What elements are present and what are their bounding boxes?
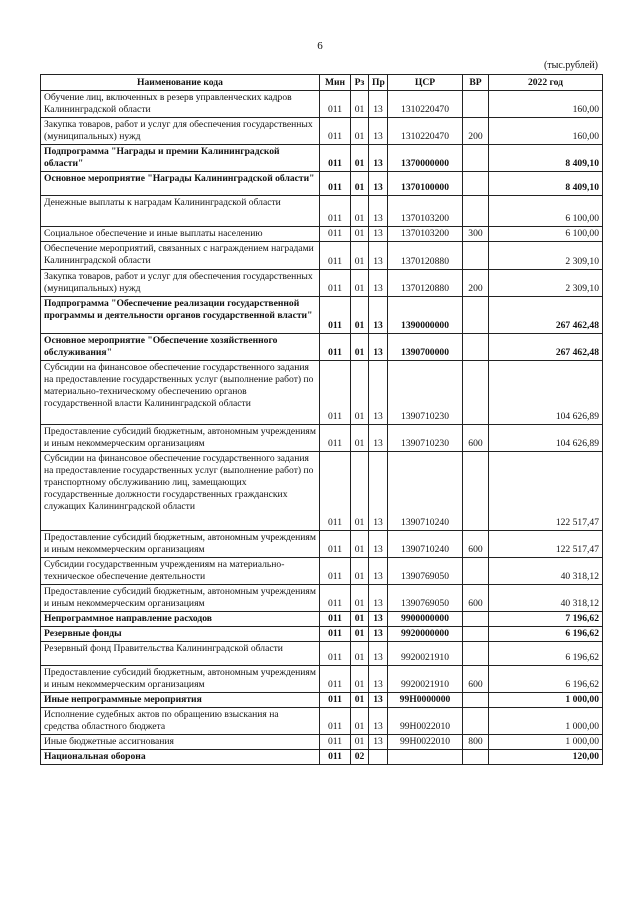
cell-min: 011 [320,361,351,425]
cell-amount: 8 409,10 [489,172,603,196]
column-header-rz: Рз [351,75,369,91]
cell-rz: 01 [351,196,369,227]
cell-rz: 01 [351,531,369,558]
cell-rz: 01 [351,452,369,531]
cell-min: 011 [320,118,351,145]
cell-csr: 9920021910 [388,642,463,666]
cell-name: Субсидии на финансовое обеспечение государственного задания на предоставление государственных услуг (выполнение работ) по транспортному обслуживанию лиц, замещающих государственные должности государственных гражданских служащих Калининградской области [41,452,320,531]
column-header-csr: ЦСР [388,75,463,91]
units-label: (тыс.рублей) [543,60,598,71]
cell-csr: 99Н0000000 [388,693,463,708]
table-row [41,558,603,585]
cell-csr [388,750,463,765]
column-header-year: 2022 год [489,75,603,91]
cell-pr: 13 [369,642,388,666]
table-row [41,297,603,334]
cell-name: Предоставление субсидий бюджетным, автономным учреждениям и иным некоммерческим организациям [41,531,320,558]
cell-rz: 01 [351,242,369,270]
cell-pr: 13 [369,227,388,242]
cell-amount: 6 196,62 [489,627,603,642]
table-row [41,118,603,145]
cell-amount: 6 100,00 [489,196,603,227]
cell-name: Закупка товаров, работ и услуг для обеспечения государственных (муниципальных) нужд [41,118,320,145]
cell-pr: 13 [369,452,388,531]
cell-pr: 13 [369,172,388,196]
cell-name: Предоставление субсидий бюджетным, автономным учреждениям и иным некоммерческим организациям [41,425,320,452]
cell-amount: 1 000,00 [489,708,603,735]
cell-min: 011 [320,242,351,270]
cell-rz: 01 [351,666,369,693]
cell-vr [463,558,489,585]
cell-amount: 40 318,12 [489,558,603,585]
cell-csr: 1390710230 [388,425,463,452]
cell-min: 011 [320,750,351,765]
cell-rz: 01 [351,361,369,425]
cell-rz: 01 [351,270,369,297]
budget-table [40,74,603,765]
cell-pr: 13 [369,361,388,425]
cell-min: 011 [320,425,351,452]
cell-csr: 99Н0022010 [388,735,463,750]
cell-amount: 6 100,00 [489,227,603,242]
cell-min: 011 [320,627,351,642]
cell-min: 011 [320,334,351,361]
cell-vr: 600 [463,666,489,693]
cell-csr: 1390710240 [388,531,463,558]
table-row [41,145,603,172]
cell-pr [369,750,388,765]
cell-amount: 2 309,10 [489,270,603,297]
table-row [41,172,603,196]
cell-name: Предоставление субсидий бюджетным, автономным учреждениям и иным некоммерческим организациям [41,666,320,693]
cell-name: Предоставление субсидий бюджетным, автономным учреждениям и иным некоммерческим организациям [41,585,320,612]
cell-vr: 300 [463,227,489,242]
cell-amount: 8 409,10 [489,145,603,172]
cell-name: Обеспечение мероприятий, связанных с награждением наградами Калининградской области [41,242,320,270]
table-row [41,627,603,642]
table-row [41,196,603,227]
cell-vr [463,172,489,196]
cell-csr: 9920021910 [388,666,463,693]
cell-vr: 200 [463,270,489,297]
cell-amount: 1 000,00 [489,693,603,708]
column-header-vr: ВР [463,75,489,91]
table-row [41,242,603,270]
table-row [41,612,603,627]
cell-name: Субсидии государственным учреждениям на материально-техническое обеспечение деятельности [41,558,320,585]
cell-vr: 600 [463,531,489,558]
cell-rz: 01 [351,297,369,334]
cell-min: 011 [320,145,351,172]
cell-name: Резервный фонд Правительства Калининградской области [41,642,320,666]
cell-vr: 200 [463,118,489,145]
cell-rz: 01 [351,642,369,666]
cell-pr: 13 [369,145,388,172]
cell-csr: 1370120880 [388,242,463,270]
table-row [41,750,603,765]
cell-csr: 1310220470 [388,91,463,118]
cell-name: Иные непрограммные мероприятия [41,693,320,708]
cell-pr: 13 [369,735,388,750]
cell-rz: 02 [351,750,369,765]
cell-name: Денежные выплаты к наградам Калининградской области [41,196,320,227]
cell-rz: 01 [351,334,369,361]
cell-pr: 13 [369,693,388,708]
cell-amount: 7 196,62 [489,612,603,627]
cell-pr: 13 [369,270,388,297]
cell-name: Подпрограмма "Обеспечение реализации государственной программы и деятельности органов государственной власти" [41,297,320,334]
cell-name: Исполнение судебных актов по обращению взыскания на средства областного бюджета [41,708,320,735]
cell-csr: 1370100000 [388,172,463,196]
table-row [41,425,603,452]
cell-csr: 1370000000 [388,145,463,172]
cell-csr: 1390769050 [388,585,463,612]
cell-name: Непрограммное направление расходов [41,612,320,627]
table-row [41,361,603,425]
cell-vr [463,750,489,765]
cell-amount: 1 000,00 [489,735,603,750]
cell-pr: 13 [369,531,388,558]
cell-name: Обучение лиц, включенных в резерв управленческих кадров Калининградской области [41,91,320,118]
table-row [41,334,603,361]
cell-rz: 01 [351,145,369,172]
cell-pr: 13 [369,627,388,642]
cell-pr: 13 [369,425,388,452]
cell-amount: 104 626,89 [489,425,603,452]
cell-min: 011 [320,666,351,693]
cell-amount: 160,00 [489,91,603,118]
cell-amount: 6 196,62 [489,642,603,666]
cell-name: Национальная оборона [41,750,320,765]
table-row [41,227,603,242]
cell-vr [463,91,489,118]
cell-csr: 1370103200 [388,196,463,227]
cell-rz: 01 [351,585,369,612]
cell-min: 011 [320,585,351,612]
cell-csr: 1370120880 [388,270,463,297]
cell-amount: 267 462,48 [489,297,603,334]
cell-vr [463,642,489,666]
cell-pr: 13 [369,334,388,361]
cell-name: Закупка товаров, работ и услуг для обеспечения государственных (муниципальных) нужд [41,270,320,297]
cell-vr [463,452,489,531]
cell-amount: 122 517,47 [489,531,603,558]
cell-vr [463,361,489,425]
table-row [41,91,603,118]
cell-csr: 99Н0022010 [388,708,463,735]
cell-rz: 01 [351,612,369,627]
cell-vr [463,612,489,627]
table-row [41,666,603,693]
cell-pr: 13 [369,612,388,627]
cell-vr [463,708,489,735]
table-row [41,708,603,735]
cell-min: 011 [320,531,351,558]
cell-amount: 160,00 [489,118,603,145]
cell-rz: 01 [351,558,369,585]
cell-vr [463,297,489,334]
cell-name: Подпрограмма "Награды и премии Калининградской области" [41,145,320,172]
cell-min: 011 [320,693,351,708]
cell-vr [463,693,489,708]
cell-pr: 13 [369,585,388,612]
table-row [41,642,603,666]
cell-name: Субсидии на финансовое обеспечение государственного задания на предоставление государственных услуг (выполнение работ) по материально-техническому обеспечению органов государственной власти Калининградской области [41,361,320,425]
cell-csr: 1390000000 [388,297,463,334]
cell-min: 011 [320,558,351,585]
cell-csr: 1390700000 [388,334,463,361]
cell-vr [463,145,489,172]
table-row [41,693,603,708]
page-number: 6 [317,40,323,52]
cell-pr: 13 [369,118,388,145]
cell-rz: 01 [351,91,369,118]
cell-min: 011 [320,172,351,196]
cell-vr [463,242,489,270]
cell-vr: 600 [463,585,489,612]
cell-vr [463,627,489,642]
cell-min: 011 [320,708,351,735]
cell-csr: 9900000000 [388,612,463,627]
cell-min: 011 [320,612,351,627]
table-row [41,452,603,531]
cell-rz: 01 [351,118,369,145]
cell-vr: 600 [463,425,489,452]
cell-amount: 267 462,48 [489,334,603,361]
cell-amount: 120,00 [489,750,603,765]
cell-min: 011 [320,270,351,297]
cell-pr: 13 [369,242,388,270]
table-row [41,735,603,750]
cell-min: 011 [320,452,351,531]
cell-name: Иные бюджетные ассигнования [41,735,320,750]
cell-min: 011 [320,642,351,666]
cell-rz: 01 [351,627,369,642]
cell-csr: 9920000000 [388,627,463,642]
table-body [41,91,603,765]
cell-vr [463,334,489,361]
cell-rz: 01 [351,172,369,196]
cell-name: Социальное обеспечение и иные выплаты населению [41,227,320,242]
cell-name: Основное мероприятие "Обеспечение хозяйственного обслуживания" [41,334,320,361]
cell-pr: 13 [369,297,388,334]
cell-csr: 1310220470 [388,118,463,145]
cell-pr: 13 [369,558,388,585]
cell-pr: 13 [369,91,388,118]
cell-amount: 40 318,12 [489,585,603,612]
cell-min: 011 [320,297,351,334]
column-header-pr: Пр [369,75,388,91]
cell-pr: 13 [369,708,388,735]
table-row [41,270,603,297]
cell-name: Резервные фонды [41,627,320,642]
cell-vr [463,196,489,227]
cell-rz: 01 [351,735,369,750]
cell-csr: 1390769050 [388,558,463,585]
cell-pr: 13 [369,666,388,693]
table-row [41,531,603,558]
cell-min: 011 [320,91,351,118]
cell-amount: 2 309,10 [489,242,603,270]
cell-csr: 1390710240 [388,452,463,531]
cell-vr: 800 [463,735,489,750]
cell-pr: 13 [369,196,388,227]
table-header-row [41,75,603,91]
cell-min: 011 [320,196,351,227]
column-header-name: Наименование кода [41,75,320,91]
cell-rz: 01 [351,708,369,735]
cell-rz: 01 [351,227,369,242]
cell-name: Основное мероприятие "Награды Калининградской области" [41,172,320,196]
cell-csr: 1370103200 [388,227,463,242]
cell-csr: 1390710230 [388,361,463,425]
cell-min: 011 [320,735,351,750]
cell-rz: 01 [351,693,369,708]
cell-amount: 6 196,62 [489,666,603,693]
cell-amount: 122 517,47 [489,452,603,531]
table-row [41,585,603,612]
column-header-min: Мин [320,75,351,91]
cell-min: 011 [320,227,351,242]
cell-rz: 01 [351,425,369,452]
cell-amount: 104 626,89 [489,361,603,425]
